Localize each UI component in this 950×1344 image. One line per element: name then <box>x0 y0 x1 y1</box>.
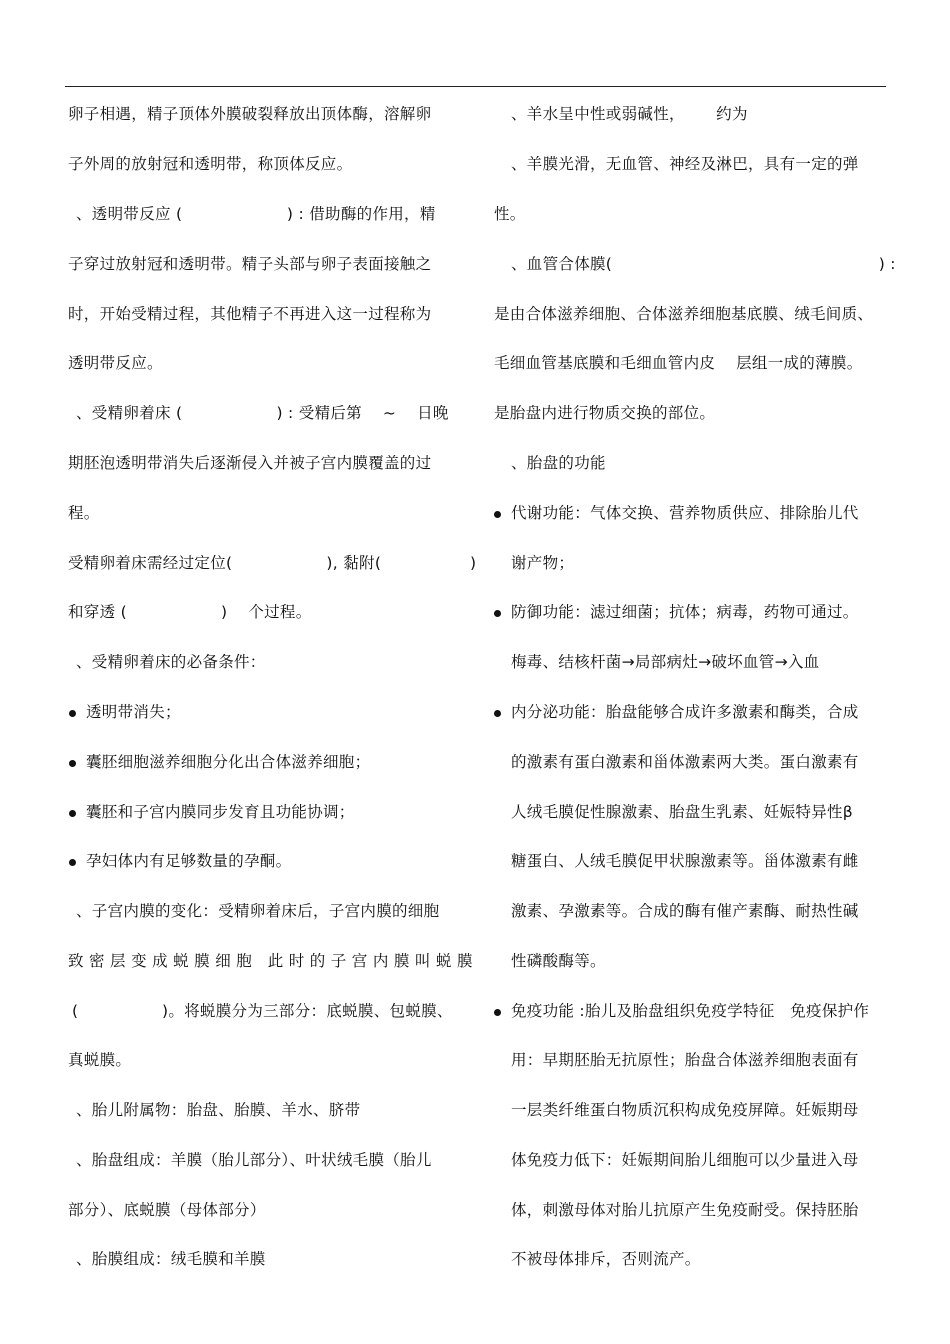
header-rule <box>65 86 886 87</box>
list-item: 囊胚和子宫内膜同步发育且功能协调； <box>86 803 355 821</box>
list-item: 免疫功能 :胎儿及胎盘组织免疫学特征 免疫保护作 <box>511 1002 870 1020</box>
list-item-continued: 体，刺激母体对胎儿抗原产生免疫耐受。保持胚胎 <box>511 1201 859 1219</box>
list-item-continued: 的激素有蛋白激素和甾体激素两大类。蛋白激素有 <box>511 753 859 771</box>
text-line: 程。 <box>68 504 100 522</box>
list-item-continued: 谢产物； <box>511 554 575 572</box>
list-item-continued: 不被母体排斥，否则流产。 <box>511 1250 701 1268</box>
list-item: 孕妇体内有足够数量的孕酮。 <box>86 852 292 870</box>
text-line: 和穿透 ( ) 个过程。 <box>68 603 312 621</box>
bullet-icon <box>69 760 76 767</box>
text-line: 致 密 层 变 成 蜕 膜 细 胞 此 时 的 子 宫 内 膜 叫 蜕 膜 <box>68 952 473 970</box>
list-item-continued: 梅毒、结核杆菌→局部病灶→破坏血管→入血 <box>511 653 820 671</box>
bullet-icon <box>69 859 76 866</box>
section-heading: 、受精卵着床的必备条件： <box>76 653 266 671</box>
list-item-continued: 糖蛋白、人绒毛膜促甲状腺激素等。甾体激素有雌 <box>511 852 859 870</box>
text-line: 期胚泡透明带消失后逐渐侵入并被子宫内膜覆盖的过 <box>68 454 432 472</box>
section-heading: 、胎盘的功能 <box>511 454 606 472</box>
list-item: 防御功能：滤过细菌；抗体；病毒，药物可通过。 <box>511 603 859 621</box>
text-line: 透明带反应。 <box>68 354 163 372</box>
text-line: 性。 <box>494 205 526 223</box>
text-line: 、羊膜光滑，无血管、神经及淋巴，具有一定的弹 <box>511 155 859 173</box>
text-line: 毛细血管基底膜和毛细血管内皮 层组一成的薄膜。 <box>494 354 863 372</box>
list-item: 代谢功能：气体交换、营养物质供应、排除胎儿代 <box>511 504 859 522</box>
bullet-icon <box>494 511 501 518</box>
bullet-icon <box>494 710 501 717</box>
text-line: 、透明带反应 ( ) : 借助酶的作用，精 <box>76 205 436 223</box>
text-line: 受精卵着床需经过定位( ), 黏附( ) <box>68 554 477 572</box>
text-line: 、受精卵着床 ( ) : 受精后第 ~ 日晚 <box>76 404 449 422</box>
text-line: 子穿过放射冠和透明带。精子头部与卵子表面接触之 <box>68 255 432 273</box>
text-line: 、胎膜组成：绒毛膜和羊膜 <box>76 1250 266 1268</box>
text-line: 、胎儿附属物：胎盘、胎膜、羊水、脐带 <box>76 1101 361 1119</box>
list-item-continued: 性磷酸酶等。 <box>511 952 606 970</box>
text-line: 卵子相遇，精子顶体外膜破裂释放出顶体酶，溶解卵 <box>68 105 432 123</box>
bullet-icon <box>69 810 76 817</box>
list-item-continued: 体免疫力低下：妊娠期间胎儿细胞可以少量进入母 <box>511 1151 859 1169</box>
text-line: 部分）、底蜕膜（母体部分） <box>68 1201 266 1219</box>
text-line: 、血管合体膜( ) : <box>511 255 896 273</box>
text-line: 子外周的放射冠和透明带，称顶体反应。 <box>68 155 353 173</box>
list-item: 透明带消失； <box>86 703 181 721</box>
text-line: 真蜕膜。 <box>68 1051 132 1069</box>
bullet-icon <box>69 710 76 717</box>
list-item-continued: 激素、孕激素等。合成的酶有催产素酶、耐热性碱 <box>511 902 859 920</box>
list-item-continued: 人绒毛膜促性腺激素、胎盘生乳素、妊娠特异性β <box>511 803 853 821</box>
text-line: 、子宫内膜的变化：受精卵着床后，子宫内膜的细胞 <box>76 902 440 920</box>
bullet-icon <box>494 610 501 617</box>
text-line: 、羊水呈中性或弱碱性， 约为 <box>511 105 748 123</box>
text-line: ( )。将蜕膜分为三部分：底蜕膜、包蜕膜、 <box>72 1002 453 1020</box>
text-line: 、胎盘组成：羊膜（胎儿部分）、叶状绒毛膜（胎儿 <box>76 1151 432 1169</box>
list-item-continued: 用：早期胚胎无抗原性；胎盘合体滋养细胞表面有 <box>511 1051 859 1069</box>
text-line: 是由合体滋养细胞、合体滋养细胞基底膜、绒毛间质、 <box>494 305 874 323</box>
text-line: 时，开始受精过程，其他精子不再进入这一过程称为 <box>68 305 432 323</box>
list-item-continued: 一层类纤维蛋白物质沉积构成免疫屏障。妊娠期母 <box>511 1101 859 1119</box>
list-item: 囊胚细胞滋养细胞分化出合体滋养细胞； <box>86 753 371 771</box>
bullet-icon <box>494 1009 501 1016</box>
list-item: 内分泌功能：胎盘能够合成许多激素和酶类，合成 <box>511 703 859 721</box>
text-line: 是胎盘内进行物质交换的部位。 <box>494 404 716 422</box>
